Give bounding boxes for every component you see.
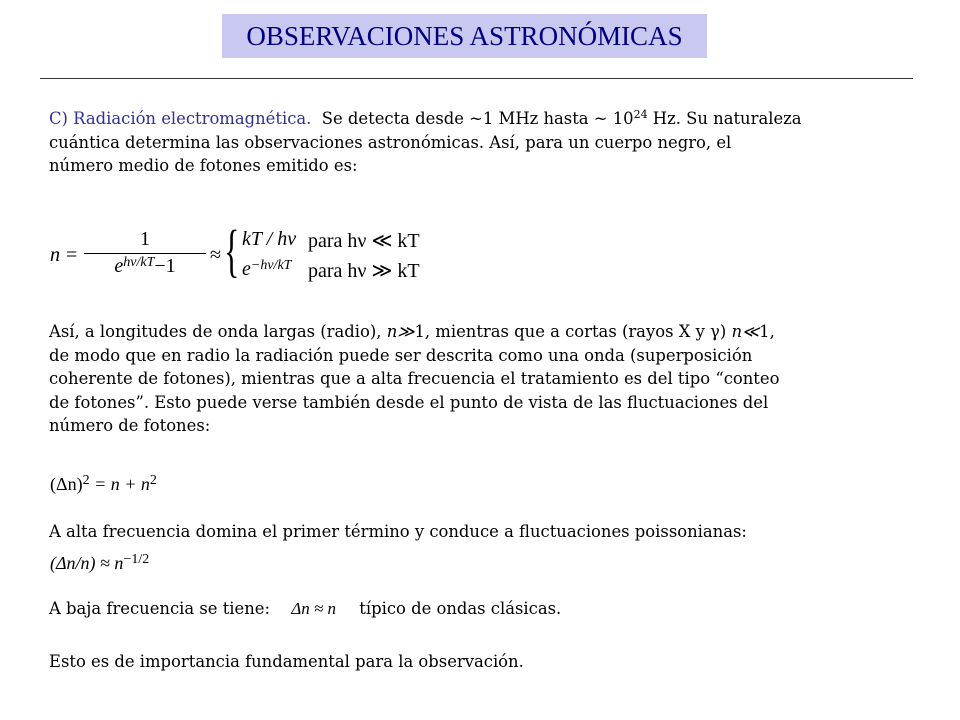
intro-exponent: 24 xyxy=(633,108,648,121)
eq1-denominator: $e^{h\nu/kT}-1$ xyxy=(114,255,176,277)
eq1-case-1-condition: para hν ≪ kT xyxy=(308,230,420,252)
eq1-equals: = xyxy=(66,244,78,266)
low-frequency-text: A baja frecuencia se tiene: xyxy=(49,599,271,618)
conclusion-text: Esto es de importancia fundamental para la observación. xyxy=(49,652,524,671)
eq1-case-1: kT / hν xyxy=(242,228,297,250)
section-label: C) Radiación electromagnética. xyxy=(49,109,312,128)
page-title: OBSERVACIONES ASTRONÓMICAS xyxy=(222,14,707,58)
intro-paragraph xyxy=(49,107,929,178)
classical-text: típico de ondas clásicas. xyxy=(359,599,562,618)
eq1-fraction xyxy=(84,228,206,278)
classical-equation: Δn ≈ n xyxy=(291,599,337,618)
much-less-symbol: n≪ xyxy=(731,322,760,341)
regime-line-1: Así, a longitudes de onda largas (radio), n≫1, mientras que a cortas (rayos X y γ) n≪1, xyxy=(49,322,775,341)
eq1-brace: { xyxy=(224,218,240,283)
much-greater-symbol: n≫ xyxy=(386,322,415,341)
eq1-approx: ≈ xyxy=(210,244,221,266)
low-frequency-line xyxy=(49,597,929,621)
regime-line-5: número de fotones: xyxy=(49,416,211,435)
regime-line-4: de fotones”. Esto puede verse también desde el punto de vista de las fluctuaciones del xyxy=(49,392,769,412)
title-divider xyxy=(40,78,913,79)
intro-text-1b: Hz. Su naturaleza xyxy=(647,109,802,128)
intro-text-1a: Se detecta desde ~1 MHz hasta ~ 10 xyxy=(321,109,634,128)
eq1-case-2: $e^{-h\nu/kT}$ xyxy=(242,258,292,280)
regime-line-3: coherente de fotones), mientras que a alta frecuencia el tratamiento es del tipo “conteo xyxy=(49,369,780,388)
regime-line-2: de modo que en radio la radiación puede ser descrita como una onda (superposición xyxy=(49,345,753,365)
intro-line-3: número medio de fotones emitido es: xyxy=(49,156,358,175)
high-frequency-text: A alta frecuencia domina el primer término y conduce a fluctuaciones poissonianas: xyxy=(49,522,747,541)
intro-line-2: cuántica determina las observaciones astronómicas. Así, para un cuerpo negro, el xyxy=(49,132,732,152)
fluctuation-equation: $(\Delta n)^2 = n + n^2$ xyxy=(50,473,157,494)
eq1-numerator: 1 xyxy=(84,228,206,254)
eq1-case-2-condition: para hν ≫ kT xyxy=(308,260,420,282)
eq1-lhs: n xyxy=(50,244,60,266)
intro-line-1 xyxy=(49,107,929,131)
regime-paragraph xyxy=(49,320,929,438)
poisson-equation: $(\Delta n/n) \approx n^{-1/2}$ xyxy=(50,552,150,573)
